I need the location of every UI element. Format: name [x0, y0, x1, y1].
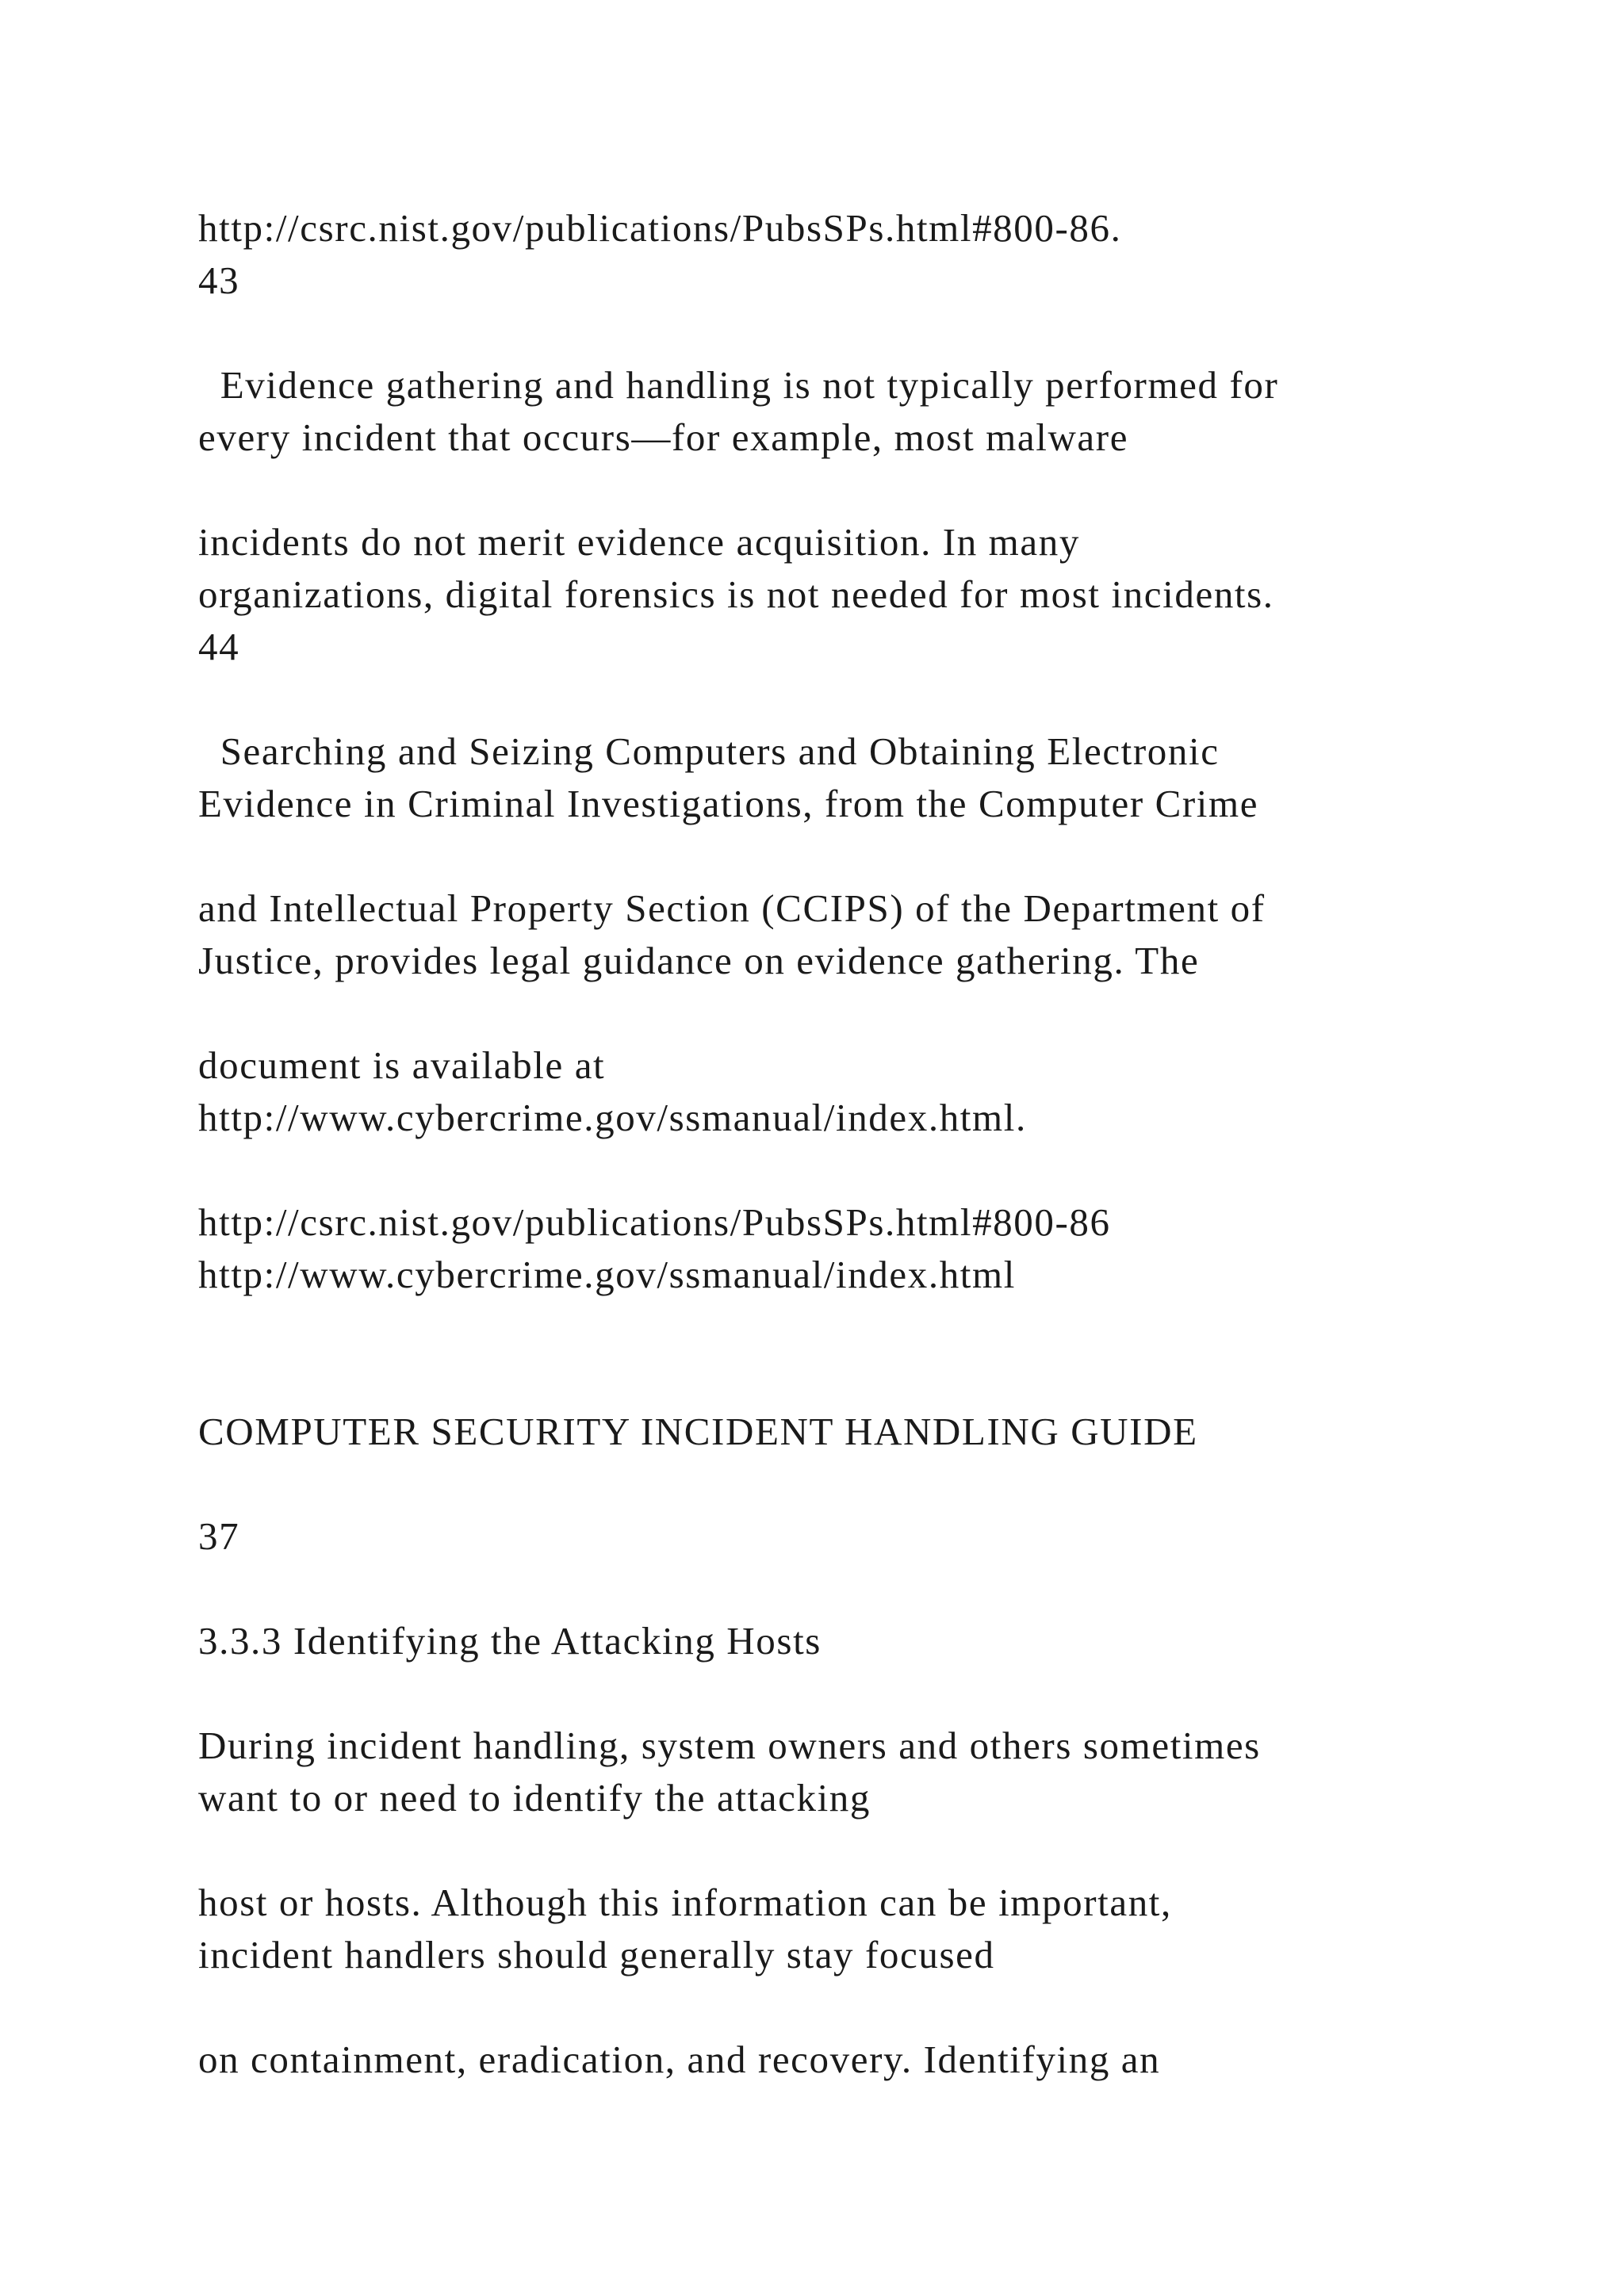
- footnote-43-text-line: organizations, digital forensics is not needed for most incidents.: [198, 572, 1274, 616]
- body-text-line: want to or need to identify the attacking: [198, 1776, 871, 1820]
- footnote-43-text-line: every incident that occurs—for example, most malware: [198, 415, 1129, 459]
- footnote-44-text-line: document is available at: [198, 1043, 606, 1087]
- footnote-number-43: 43: [198, 258, 240, 302]
- section-heading: 3.3.3 Identifying the Attacking Hosts: [198, 1619, 822, 1663]
- footnote-44-text-line: and Intellectual Property Section (CCIPS) of the Department of: [198, 886, 1266, 930]
- running-header: COMPUTER SECURITY INCIDENT HANDLING GUIDE: [198, 1410, 1198, 1453]
- footnote-44-text-line: Justice, provides legal guidance on evidence gathering. The: [198, 939, 1200, 982]
- footnote-44-text-line: Searching and Seizing Computers and Obtaining Electronic: [198, 729, 1220, 773]
- footnote-43-text-line: Evidence gathering and handling is not typically performed for: [198, 363, 1279, 407]
- footnote-43-text-line: incidents do not merit evidence acquisition. In many: [198, 520, 1080, 564]
- footnote-url-cybercrime: http://www.cybercrime.gov/ssmanual/index.html.: [198, 1096, 1027, 1139]
- footnote-44-text-line: Evidence in Criminal Investigations, from the Computer Crime: [198, 782, 1259, 825]
- body-text-line: on containment, eradication, and recovery. Identifying an: [198, 2038, 1161, 2081]
- footnote-number-44: 44: [198, 625, 240, 668]
- reference-link-cybercrime: http://www.cybercrime.gov/ssmanual/index.html: [198, 1253, 1016, 1296]
- body-text-line: incident handlers should generally stay focused: [198, 1933, 995, 1976]
- page-number: 37: [198, 1514, 240, 1558]
- body-text-line: host or hosts. Although this information can be important,: [198, 1881, 1172, 1924]
- reference-link-nist: http://csrc.nist.gov/publications/PubsSPs.html#800-86: [198, 1200, 1111, 1244]
- body-text-line: During incident handling, system owners and others sometimes: [198, 1724, 1261, 1767]
- footnote-url-nist: http://csrc.nist.gov/publications/PubsSPs.html#800-86.: [198, 206, 1122, 250]
